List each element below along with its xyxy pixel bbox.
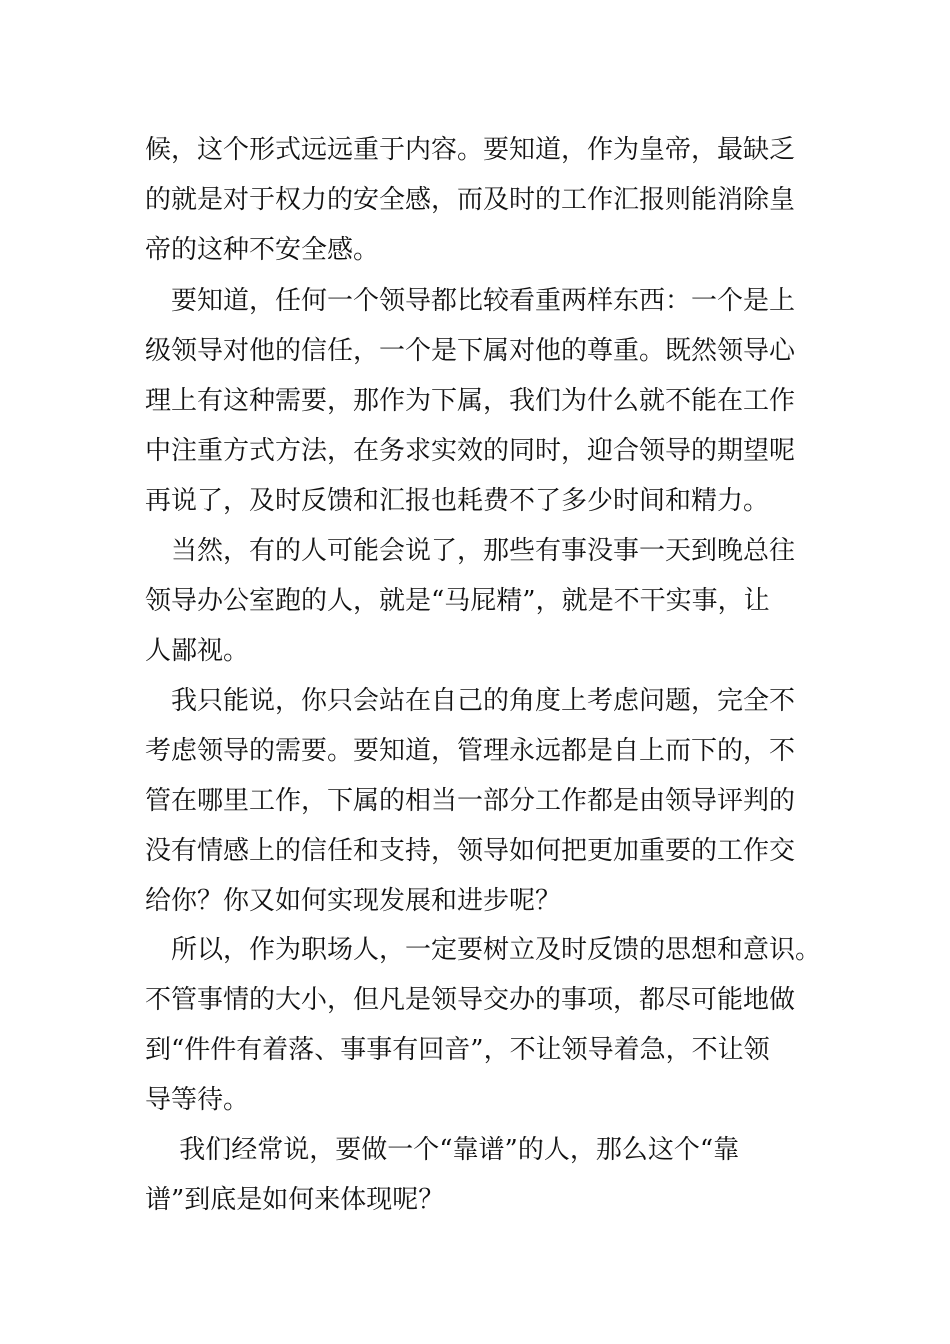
text-line: 再说了，及时反馈和汇报也耗费不了多少时间和精力。 [145,486,770,516]
text-line: 级领导对他的信任，一个是下属对他的尊重。既然领导心 [145,336,796,366]
text-line: 候，这个形式远远重于内容。要知道，作为皇帝，最缺乏 [145,135,796,165]
text-line: 帝的这种不安全感。 [145,235,380,265]
text-line: 当然，有的人可能会说了，那些有事没事一天到晚总往 [145,536,796,566]
text-line: 的就是对于权力的安全感，而及时的工作汇报则能消除皇 [145,185,796,215]
text-line: 没有情感上的信任和支持，领导如何把更加重要的工作交 [145,836,796,866]
text-line: 导等待。 [145,1085,250,1115]
text-line: 人鄙视。 [145,636,250,666]
text-line: 所以，作为职场人，一定要树立及时反馈的思想和意识。 [145,935,822,965]
text-line: 不管事情的大小，但凡是领导交办的事项，都尽可能地做 [145,985,796,1015]
text-line: 理上有这种需要，那作为下属，我们为什么就不能在工作 [145,386,796,416]
text-line: 考虑领导的需要。要知道，管理永远都是自上而下的，不 [145,736,796,766]
text-line: 我只能说，你只会站在自己的角度上考虑问题，完全不 [145,686,796,716]
text-line: 我们经常说，要做一个“靠谱”的人，那么这个“靠 [145,1135,740,1165]
text-line: 领导办公室跑的人，就是“马屁精”，就是不干实事，让 [145,586,770,616]
text-line: 中注重方式方法，在务求实效的同时，迎合领导的期望呢 [145,436,796,466]
text-line: 到“件件有着落、事事有回音”，不让领导着急，不让领 [145,1035,770,1065]
text-line: 谱”到底是如何来体现呢？ [145,1185,445,1215]
text-line: 给你？你又如何实现发展和进步呢？ [145,886,562,916]
text-line: 要知道，任何一个领导都比较看重两样东西：一个是上 [145,286,796,316]
text-line: 管在哪里工作，下属的相当一部分工作都是由领导评判的 [145,786,796,816]
